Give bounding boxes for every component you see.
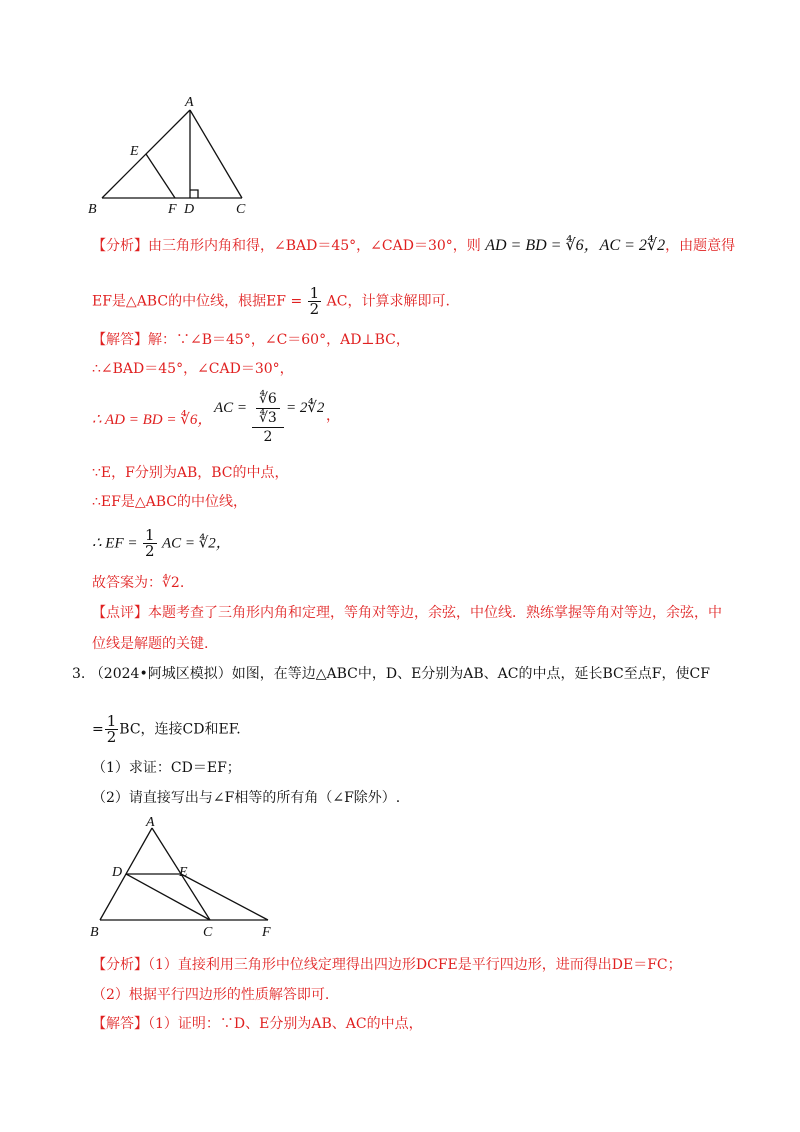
label-a: A (146, 815, 155, 830)
analysis-tag: 【分析】 (92, 238, 148, 254)
answer-ac-fraction: $\frac{\frac{∜6}{∜3}}{2}$ (252, 390, 284, 446)
fraction-one-half: $\frac{1}{2}$ (144, 526, 155, 560)
label-e: E (179, 865, 188, 880)
answer-ef: ∴ EF = (92, 535, 138, 552)
answer-line-1 (92, 330, 410, 350)
analysis-midline-text: EF是△ABC的中位线，根据EF = (92, 293, 303, 310)
label-d: D (184, 202, 195, 217)
answer-given: 解：∵∠B＝45°，∠C＝60°，AD⊥BC， (148, 332, 410, 348)
answer-3-line-1 (92, 1014, 423, 1034)
label-c: C (236, 202, 246, 217)
answer-tag: 【解答】 (92, 1016, 148, 1032)
answer-ac-value: = 2∜2 (286, 400, 325, 416)
analysis-compute-text: AC，计算求解即可. (326, 293, 450, 310)
label-b: B (90, 925, 99, 940)
comment-line-2: 位线是解题的关键. (92, 636, 209, 652)
equals-sign: = (92, 721, 104, 738)
answer-line-6 (92, 528, 231, 559)
problem-3-question-1: （1）求证：CD＝EF； (92, 760, 241, 776)
label-e: E (130, 144, 139, 159)
comment-text: 本题考查了三角形内角和定理，等角对等边，余弦，中位线．熟练掌握等角对等边，余弦，中 (148, 605, 722, 621)
comment-tag: 【点评】 (92, 605, 148, 621)
analysis-line-1 (92, 236, 735, 256)
answer-comma: ， (326, 408, 340, 424)
label-d: D (112, 865, 123, 880)
analysis-3-line-1 (92, 955, 682, 975)
analysis-text: 由三角形内角和得，∠BAD＝45°，∠CAD＝30°，则 (148, 238, 481, 254)
analysis-line-2 (92, 286, 450, 317)
problem-source: （2024•阿城区模拟） (89, 666, 232, 682)
label-a: A (185, 95, 194, 110)
label-b: B (88, 202, 97, 217)
problem-3-statement-cont (92, 714, 241, 745)
label-c: C (203, 925, 213, 940)
problem-text-rest: BC，连接CD和EF. (119, 721, 241, 738)
comment-line-1 (92, 603, 722, 623)
figure-triangle-abc-altitude (80, 88, 260, 218)
problem-number: 3. (72, 666, 86, 682)
answer-text: （1）证明：∵D、E分别为AB、AC的中点， (148, 1016, 423, 1032)
analysis-tag: 【分析】 (92, 957, 148, 973)
problem-text: 如图，在等边△ABC中，D、E分别为AB、AC的中点，延长BC至点F，使CF (231, 666, 710, 682)
answer-line-2: ∴∠BAD＝45°，∠CAD＝30°， (92, 361, 294, 377)
answer-ac-label: AC = (214, 400, 248, 416)
label-f: F (168, 202, 177, 217)
answer-tag: 【解答】 (92, 332, 148, 348)
analysis-text-end: ，由题意得 (665, 238, 736, 254)
final-answer: 故答案为：∜2. (92, 575, 185, 591)
fraction-one-half: $\frac{1}{2}$ (106, 712, 117, 746)
analysis-text: （1）直接利用三角形中位线定理得出四边形DCFE是平行四边形，进而得出DE＝FC； (148, 957, 682, 973)
answer-ad-bd: ∴ AD = BD = ∜6， (92, 412, 213, 428)
problem-3-question-2: （2）请直接写出与∠F相等的所有角（∠F除外）. (92, 790, 401, 806)
analysis-math: AD = BD = ∜6，AC = 2∜2 (485, 237, 666, 254)
answer-ef-value: AC = ∜2， (161, 535, 231, 552)
answer-line-5: ∴EF是△ABC的中位线， (92, 494, 247, 510)
label-f: F (262, 925, 271, 940)
fraction-one-half: $\frac{1}{2}$ (309, 284, 320, 318)
problem-3-statement (72, 664, 710, 684)
figure-equilateral-triangle-parallelogram (82, 812, 282, 942)
answer-line-4: ∵E，F分别为AB，BC的中点， (92, 465, 289, 481)
analysis-3-line-2: （2）根据平行四边形的性质解答即可. (92, 987, 330, 1003)
